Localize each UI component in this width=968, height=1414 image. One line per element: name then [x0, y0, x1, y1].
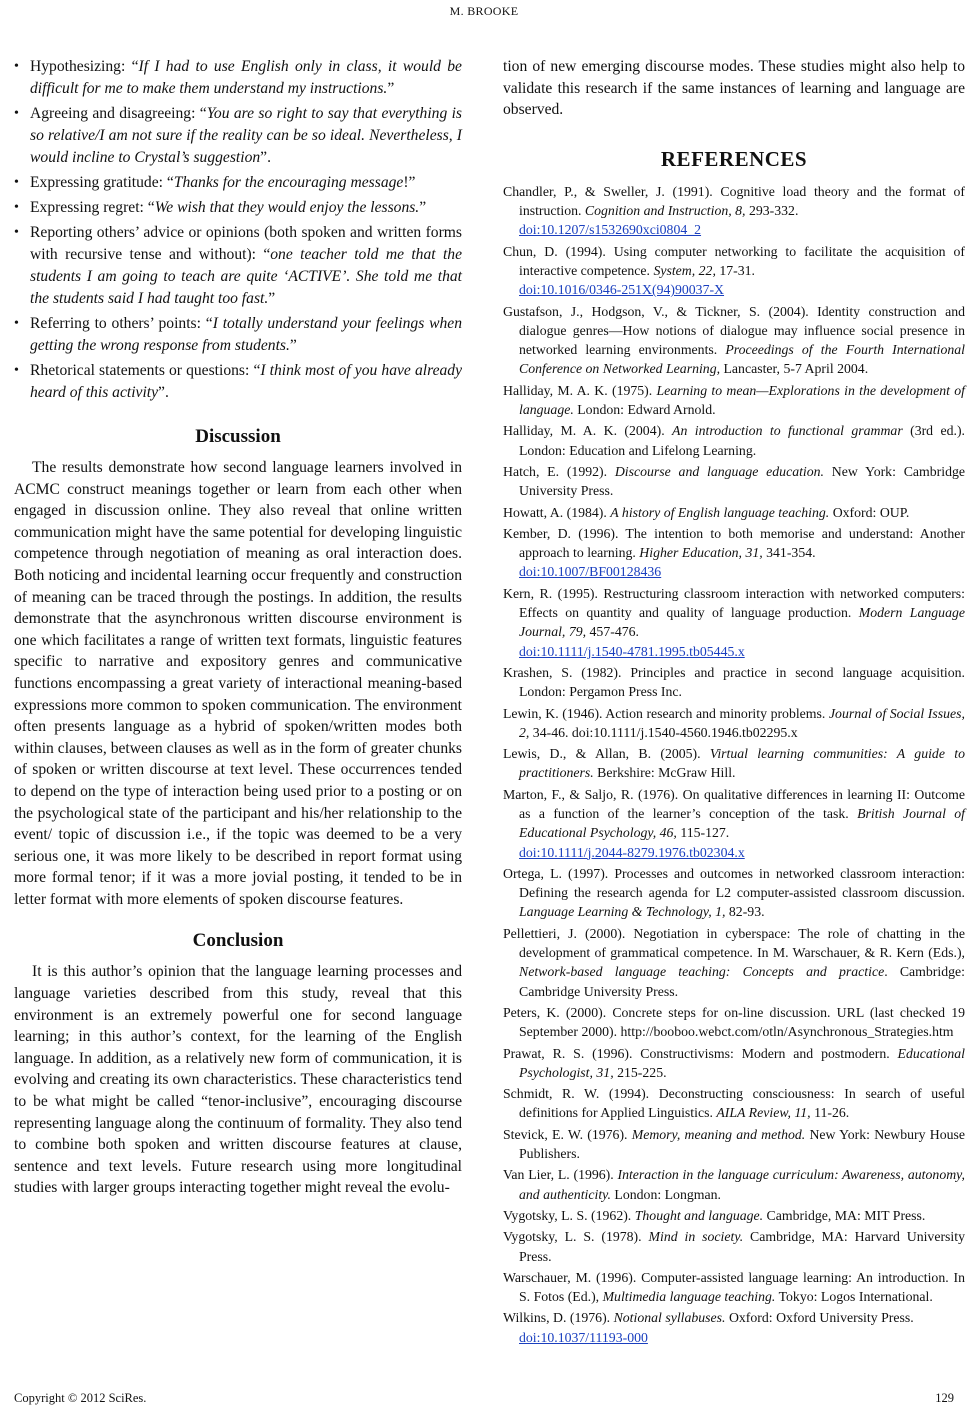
quote-close: ” — [419, 199, 427, 216]
reference-text: Tokyo: Logos International. — [775, 1289, 933, 1305]
doi-link[interactable]: doi:10.1037/11193-000 — [519, 1329, 648, 1345]
example-quote: We wish that they would enjoy the lessons. — [154, 199, 420, 216]
reference-text: Warschauer, M. (1996). Computer-assisted language learning: An introduction. In S. Fotos (Ed.), — [503, 1269, 965, 1305]
reference-source: Mind in society. — [648, 1229, 744, 1245]
doi-link[interactable]: doi:10.1207/s1532690xci0804_2 — [519, 222, 702, 238]
reference-text: Lewin, K. (1946). Action research and minority problems. — [503, 705, 829, 721]
reference-text: 215-225. — [613, 1064, 667, 1080]
reference-text: London: Edward Arnold. — [573, 402, 716, 418]
reference-source: Thought and language. — [634, 1207, 764, 1223]
reference-entry — [503, 302, 965, 379]
reference-source: Notional syllabuses. — [613, 1310, 726, 1326]
reference-entry — [503, 1227, 965, 1266]
reference-text: Chandler, P., & Sweller, J. (1991). Cognitive load theory and the format of instruction. — [503, 183, 965, 219]
example-quote: You are so right to say that everything is so relative/I am not sure if the reality can be so ideal. Nevertheless, I would incline to Crystal’s suggestion — [30, 105, 462, 166]
reference-text: Chun, D. (1994). Using computer networking to facilitate the acquisition of interactive competence. — [503, 243, 965, 278]
quote-close: ”. — [260, 149, 271, 166]
reference-entry — [503, 421, 965, 460]
reference-text: Marton, F., & Saljo, R. (1976). On qualitative differences in learning II: Outcome as a function of the learner’s conception of the task. — [503, 786, 965, 821]
reference-entry — [503, 524, 965, 582]
reference-source: A history of English language teaching. — [610, 504, 830, 520]
reference-entry — [503, 1084, 965, 1123]
reference-text: Pellettieri, J. (2000). Negotiation in cyberspace: The role of chatting in the development of grammatical competence. In M. Warschauer, & R. Kern (Eds.), — [503, 925, 965, 961]
function-label: Agreeing and disagreeing: “ — [30, 105, 207, 122]
function-example-item — [14, 197, 462, 219]
function-example-item — [14, 172, 462, 194]
reference-text: New York: Newbury House Publishers. — [519, 1126, 965, 1162]
reference-text: Howatt, A. (1984). — [503, 504, 611, 520]
references-heading: REFERENCES — [660, 146, 808, 171]
reference-source: Interaction in the language curriculum: Awareness, autonomy, and authenticity. — [519, 1167, 965, 1202]
reference-text: Krashen, S. (1982). Principles and practice in second language acquisition. London: Pergamon Press Inc. — [503, 664, 965, 700]
reference-text: 341-354. — [762, 545, 816, 561]
reference-entry — [503, 663, 965, 702]
reference-text: Halliday, M. A. K. (2004). — [503, 423, 673, 439]
reference-text: Ortega, L. (1997). Processes and outcomes in networked classroom interaction: Defining the research agenda for L2 computer-assisted classroom discussion. — [503, 865, 965, 901]
page-number: 129 — [935, 1391, 954, 1405]
reference-entry — [503, 1165, 965, 1204]
conclusion-paragraph: It is this author’s opinion that the language learning processes and language varieties described from this study, reveal that this environment is an extremely powerful one for second language learning; in this author’s context, for the learning of the English language. In addition, as a relatively new form of communication, it is evolving and creating its own characteristics. These characteristics tend to be what might be called “tenor-inclusive”, encouraging discourse representing language along the continuum of formality. They also tend to combine both spoken and written discourse features at clause, sentence and text levels. Future research using more longitudinal studies with larger groups interacting together might reveal the evolu- — [14, 963, 462, 1197]
reference-text: Halliday, M. A. K. (1975). — [503, 382, 657, 398]
reference-source: Cognition and Instruction, 8, — [584, 203, 746, 219]
doi-link[interactable]: doi:10.1007/BF00128436 — [519, 564, 662, 580]
reference-source: Learning to mean—Explorations in the development of language. — [519, 382, 965, 418]
reference-text: Van Lier, L. (1996). — [503, 1167, 618, 1183]
reference-text: 11-26. — [810, 1105, 850, 1121]
function-label: Reporting others’ advice or opinions (both spoken and written forms with recursive tense and without): “ — [30, 224, 462, 263]
doi-link[interactable]: doi:10.1016/0346-251X(94)90037-X — [519, 282, 725, 298]
reference-text: Berkshire: McGraw Hill. — [593, 765, 736, 781]
reference-text: (3rd ed.). London: Education and Lifelong Learning. — [519, 423, 965, 458]
reference-entry — [503, 462, 965, 501]
right-column — [503, 56, 965, 1349]
reference-text: 34-46. doi:10.1111/j.1540-4560.1946.tb02295.x — [529, 724, 798, 740]
reference-entry — [503, 182, 965, 240]
reference-source: Proceedings of the Fourth International Conference on Networked Learning, — [519, 342, 965, 377]
function-example-item — [14, 222, 462, 310]
reference-entry — [503, 1003, 965, 1042]
reference-source: AILA Review, 11, — [716, 1105, 811, 1121]
function-label: Expressing regret: “ — [30, 199, 155, 216]
example-quote: If I had to use English only in class, it would be difficult for me to make them understand my instructions. — [30, 58, 462, 97]
reference-text: Kern, R. (1995). Restructuring classroom interaction with networked computers: Effects on quantity and quality of language production. — [503, 585, 965, 621]
reference-text: Hatch, E. (1992). — [503, 463, 615, 479]
reference-text: 293-332. — [745, 203, 799, 219]
page-footer — [14, 1391, 954, 1406]
running-header: M. BROOKE — [449, 4, 519, 18]
reference-entry — [503, 785, 965, 862]
left-column — [14, 56, 462, 1199]
reference-text: Gustafson, J., Hodgson, V., & Tickner, S. (2004). Identity construction and dialogue genres—How notions of dialogue may influence social presence in networked learning environments. — [503, 303, 965, 358]
function-label: Expressing gratitude: “ — [30, 174, 174, 191]
reference-text: Schmidt, R. W. (1994). Deconstructing consciousness: In search of useful definitions for Applied Linguistics. — [503, 1086, 965, 1121]
function-example-item — [14, 103, 462, 169]
reference-text: Peters, K. (2000). Concrete steps for on-line discussion. URL (last checked 19 September 2000). http://booboo.webct.com/otln/Asynchronous_Strategies.htm — [503, 1004, 965, 1040]
reference-text: Wilkins, D. (1976). — [503, 1310, 614, 1326]
conclusion-continuation: tion of new emerging discourse modes. These studies might also help to validate this research if the same instances of learning and language are observed. — [503, 58, 965, 119]
reference-text: Oxford: OUP. — [829, 504, 910, 520]
reference-text: Cambridge, MA: Harvard University Press. — [519, 1229, 965, 1264]
function-example-item — [14, 313, 462, 357]
reference-text: 17-31. — [715, 262, 756, 278]
reference-text: Kember, D. (1996). The intention to both memorise and understand: Another approach to learning. — [503, 525, 965, 561]
reference-entry — [503, 1044, 965, 1083]
example-quote: I think most of you have already heard of this activity — [30, 362, 462, 401]
reference-entry — [503, 924, 965, 1001]
copyright-notice: Copyright © 2012 SciRes. — [14, 1391, 147, 1405]
reference-text: Stevick, E. W. (1976). — [503, 1126, 632, 1142]
conclusion-heading: Conclusion — [192, 930, 284, 952]
function-label: Hypothesizing: “ — [30, 58, 139, 75]
reference-entry — [503, 503, 965, 522]
doi-link[interactable]: doi:10.1111/j.1540-4781.1995.tb05445.x — [519, 643, 745, 659]
reference-entry — [503, 744, 965, 783]
reference-text: Lewis, D., & Allan, B. (2005). — [503, 746, 710, 762]
reference-text: New York: Cambridge University Press. — [519, 463, 965, 499]
reference-text: 82-93. — [725, 904, 765, 920]
example-quote: I totally understand your feelings when getting the wrong response from students. — [30, 315, 462, 354]
reference-entry — [503, 1268, 965, 1307]
reference-text: . Cambridge: Cambridge University Press. — [519, 964, 965, 999]
reference-entry — [503, 1308, 965, 1347]
reference-text: Prawat, R. S. (1996). Constructivisms: Modern and postmodern. — [503, 1045, 898, 1061]
reference-source: Language Learning & Technology, 1, — [519, 904, 726, 920]
discussion-paragraph: The results demonstrate how second language learners involved in ACMC construct meanings together or learn from each other when engaged in discussion online. They also reveal that online written communication might have the same potential for developing linguistic competence through negotiation of meaning as oral interaction does. Both noticing and incidental learning occur frequently and construction of meaning can be traced through the postings. In addition, the results demonstrate that the asynchronous written discourse environment is one which facilitates a range of written text formats, linguistic features specific to narrative and expository genres and communicative functions encompassing a great variety of interactional meaning-based expressions more common to spoken communication. The environment often presents language as a hybrid of spoken/written modes both within clauses, between clauses as well as in the form of greater chunks of spoken or written discourse at text level. These occurrences tended to depend on the type of interaction being used prior to a posting or on the psychological state of the participant and his/her relationship to the event/ topic of discussion i.e., if the topic was deemed to be a very serious one, it was more likely to be described in report format using more formal tenor; if it was a more jovial posting, it tended to be in letter format with more elements of spoken discourse features. — [14, 459, 462, 908]
reference-source: British Journal of Educational Psychology, 46, — [519, 805, 965, 841]
quote-close: ”. — [158, 384, 169, 401]
reference-source: System, 22, — [653, 262, 716, 278]
doi-link[interactable]: doi:10.1111/j.2044-8279.1976.tb02304.x — [519, 844, 745, 860]
reference-text: Vygotsky, L. S. (1978). — [503, 1229, 649, 1245]
reference-entry — [503, 864, 965, 922]
reference-text: Cambridge, MA: MIT Press. — [763, 1207, 926, 1223]
function-example-item — [14, 56, 462, 100]
reference-text: Lancaster, 5-7 April 2004. — [720, 361, 869, 377]
example-quote: Thanks for the encouraging message — [173, 174, 404, 191]
reference-source: Higher Education, 31, — [639, 545, 763, 561]
discussion-heading: Discussion — [195, 426, 281, 447]
references-list — [503, 182, 965, 1347]
quote-close: !” — [403, 174, 416, 191]
reference-entry — [503, 584, 965, 661]
reference-source: Discourse and language education. — [614, 463, 825, 479]
function-examples-list — [14, 56, 462, 404]
reference-text: 115-127. — [676, 825, 730, 841]
function-label: Rhetorical statements or questions: “ — [30, 362, 261, 379]
reference-source: Modern Language Journal, 79, — [519, 605, 965, 640]
reference-text: Vygotsky, L. S. (1962). — [503, 1207, 635, 1223]
reference-entry — [503, 1125, 965, 1164]
reference-text: Oxford: Oxford University Press. — [725, 1310, 914, 1326]
quote-close: ” — [289, 337, 297, 354]
function-label: Referring to others’ points: “ — [30, 315, 213, 332]
reference-entry — [503, 704, 965, 743]
reference-source: Multimedia language teaching. — [602, 1289, 776, 1305]
reference-text: London: Longman. — [610, 1186, 721, 1202]
example-quote: one teacher told me that the students I am going to teach are quite ‘ACTIVE’. She told me that the students said I had taught too fast. — [30, 246, 462, 307]
function-example-item — [14, 360, 462, 404]
reference-source: Network-based language teaching: Concepts and practice — [519, 964, 885, 980]
quote-close: ” — [268, 290, 276, 307]
reference-source: Educational Psychologist, 31, — [519, 1045, 965, 1080]
reference-entry — [503, 1206, 965, 1225]
reference-source: Journal of Social Issues, 2, — [519, 705, 965, 740]
quote-close: ” — [387, 80, 395, 97]
reference-source: Virtual learning communities: A guide to practitioners. — [519, 746, 965, 781]
reference-entry — [503, 381, 965, 420]
reference-text: 457-476. — [586, 624, 639, 640]
reference-entry — [503, 242, 965, 300]
reference-source: An introduction to functional grammar — [672, 423, 903, 439]
reference-source: Memory, meaning and method. — [631, 1126, 806, 1142]
